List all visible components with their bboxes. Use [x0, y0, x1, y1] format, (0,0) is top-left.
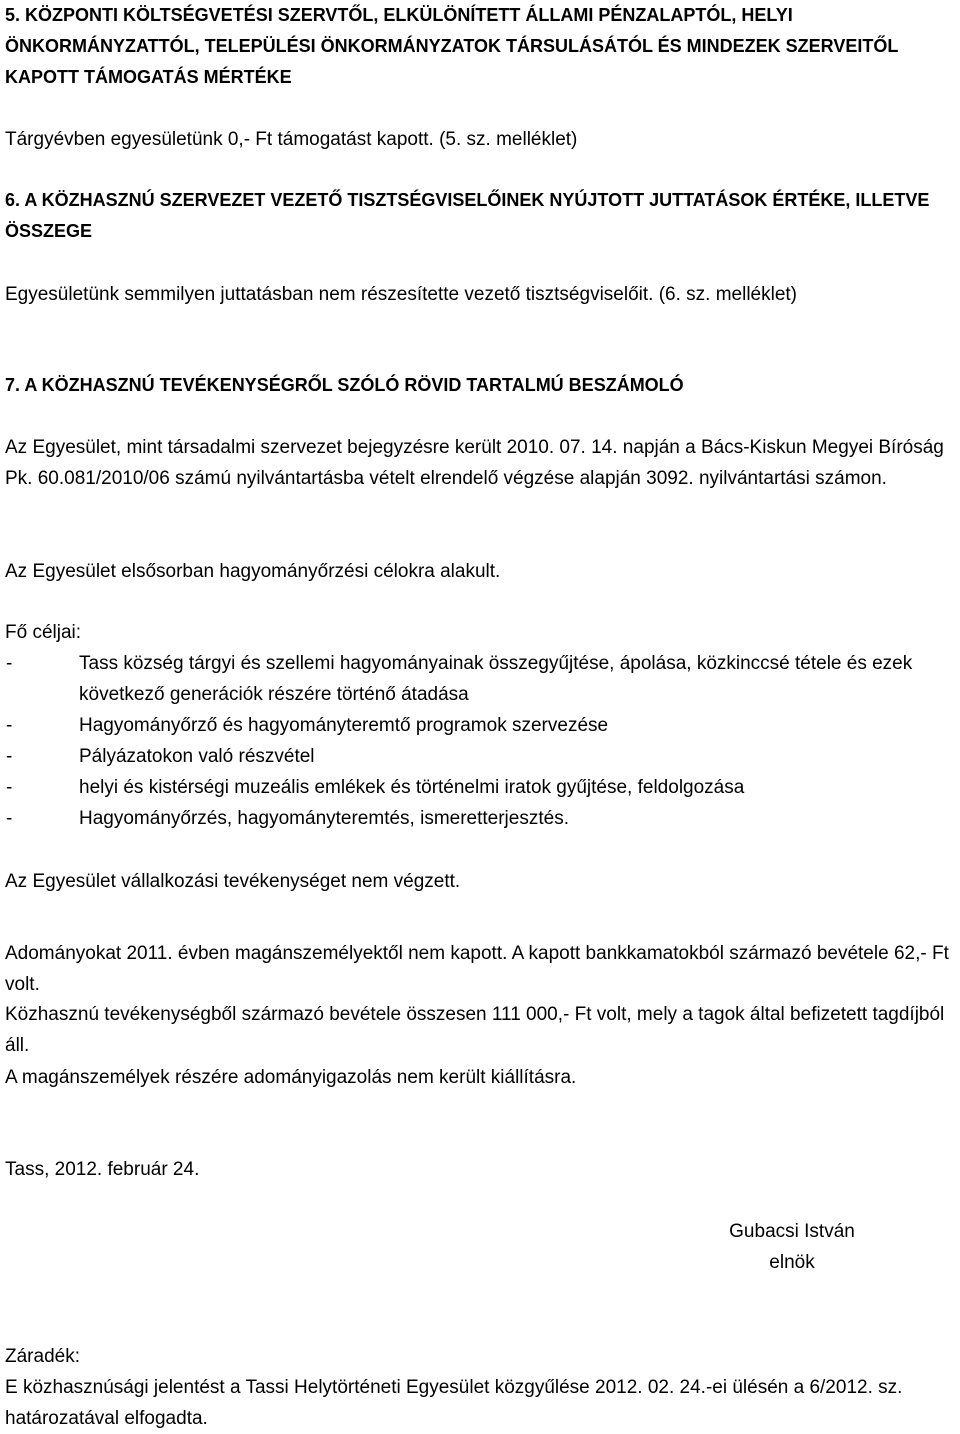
- list-bullet: -: [6, 653, 13, 674]
- business-paragraph: Az Egyesület vállalkozási tevékenységet nem végzett.: [5, 871, 461, 892]
- list-item: [5, 803, 955, 834]
- donations-paragraph: Adományokat 2011. évben magánszemélyektől nem kapott. A kapott bankkamatokból származó bevétele 62,- Ft volt.: [5, 943, 949, 995]
- list-item: [5, 741, 955, 772]
- list-bullet: -: [6, 808, 13, 829]
- list-item: [5, 648, 955, 710]
- clause-text: E közhasznúsági jelentést a Tassi Helytörténeti Egyesület közgyűlése 2012. 02. 24.-ei ülésén a 6/2012. sz. határozatával elfogadta.: [5, 1377, 903, 1429]
- list-item-text: helyi és kistérségi muzeális emlékek és történelmi iratok gyűjtése, feldolgozása: [79, 777, 745, 798]
- list-item: [5, 772, 955, 803]
- purpose-paragraph: Az Egyesület elsősorban hagyományőrzési célokra alakult.: [5, 561, 501, 582]
- section-6-text: Egyesületünk semmilyen juttatásban nem részesítette vezető tisztségviselőit. (6. sz. melléklet): [5, 284, 798, 305]
- list-item-text: Hagyományőrző és hagyományteremtő programok szervezése: [79, 715, 609, 736]
- registration-paragraph: Az Egyesület, mint társadalmi szervezet bejegyzésre került 2010. 07. 14. napján a Bács-Kiskun Megyei Bíróság Pk. 60.081/2010/06 számú nyilvántartásba vételt elrendelő végzése alapján 3092. nyilvántartási számon.: [5, 437, 944, 489]
- clause-label: Záradék:: [5, 1346, 80, 1367]
- section-7-heading: 7. A KÖZHASZNÚ TEVÉKENYSÉGRŐL SZÓLÓ RÖVID TARTALMÚ BESZÁMOLÓ: [5, 375, 684, 395]
- list-bullet: -: [6, 715, 13, 736]
- section-5-text: Tárgyévben egyesületünk 0,- Ft támogatást kapott. (5. sz. melléklet): [5, 129, 578, 150]
- goals-label: Fő céljai:: [5, 622, 82, 643]
- section-5-heading: 5. KÖZPONTI KÖLTSÉGVETÉSI SZERVTŐL, ELKÜLÖNÍTETT ÁLLAMI PÉNZALAPTÓL, HELYI ÖNKORMÁNYZATTÓL, TELEPÜLÉSI ÖNKORMÁNYZATOK TÁRSULÁSÁTÓL ÉS MINDEZEK SZERVEITŐL KAPOTT TÁMOGATÁS MÉRTÉKE: [5, 5, 899, 87]
- signer-title: elnök: [769, 1252, 815, 1273]
- signer-name: Gubacsi István: [729, 1221, 855, 1242]
- list-item-text: Hagyományőrzés, hagyományteremtés, ismeretterjesztés.: [79, 808, 569, 829]
- list-item-text: Tass község tárgyi és szellemi hagyományainak összegyűjtése, ápolása, közkinccsé tétele és ezek következő generációk részére történő átadása: [79, 653, 913, 705]
- place-date: Tass, 2012. február 24.: [5, 1159, 200, 1180]
- goals-list: [5, 648, 955, 834]
- public-income-paragraph: Közhasznú tevékenységből származó bevétele összesen 111 000,- Ft volt, mely a tagok által befizetett tagdíjból áll.: [5, 1004, 945, 1056]
- section-6-heading: 6. A KÖZHASZNÚ SZERVEZET VEZETŐ TISZTSÉGVISELŐINEK NYÚJTOTT JUTTATÁSOK ÉRTÉKE, ILLETVE ÖSSZEGE: [5, 190, 930, 241]
- list-bullet: -: [6, 746, 13, 767]
- list-bullet: -: [6, 777, 13, 798]
- certificate-paragraph: A magánszemélyek részére adományigazolás nem került kiállításra.: [5, 1067, 577, 1088]
- list-item: [5, 710, 955, 741]
- list-item-text: Pályázatokon való részvétel: [79, 746, 315, 767]
